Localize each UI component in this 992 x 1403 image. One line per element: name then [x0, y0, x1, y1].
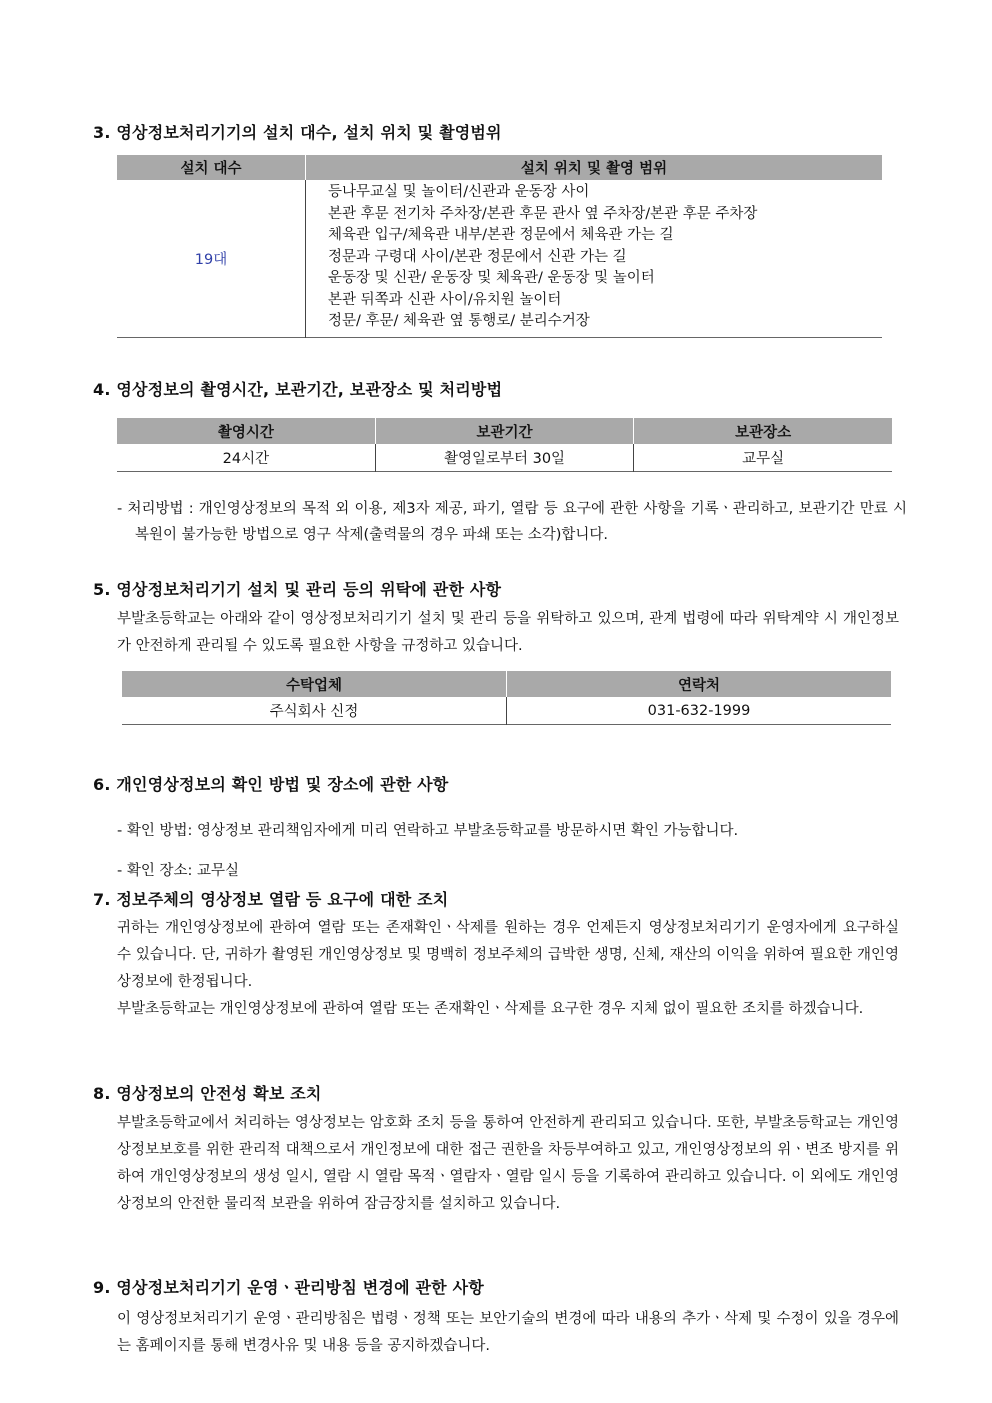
- table-row: [117, 180, 882, 337]
- processing-method-text: - 처리방법 : 개인영상정보의 목적 외 이용, 제3자 제공, 파기, 열람 등 요구에 관한 사항을 기록ㆍ관리하고, 보관기간 만료 시 복원이 불가능한 방법으로 영구 삭제(출력물의 경우 파쇄 또는 소각)합니다.: [117, 500, 907, 543]
- location-line: 본관 후문 전기차 주차장/본관 후문 관사 옆 주차장/본관 후문 주차장: [328, 205, 758, 222]
- section-7-paragraph: [117, 915, 899, 1023]
- section-6-list: [117, 803, 907, 899]
- location-line: 체육관 입구/체육관 내부/본관 정문에서 체육관 가는 길: [328, 227, 674, 243]
- section-3-title: 3. 영상정보처리기기의 설치 대수, 설치 위치 및 촬영범위: [93, 123, 502, 142]
- header-storage-place: 보관장소: [634, 418, 892, 444]
- section-6-title: 6. 개인영상정보의 확인 방법 및 장소에 관한 사항: [93, 775, 449, 794]
- section-9-paragraph: [117, 1306, 899, 1360]
- list-item: - 확인 장소: 교무실: [117, 863, 239, 879]
- retention-table: [117, 418, 892, 472]
- header-recording-time: 촬영시간: [117, 418, 375, 444]
- location-line: 본관 뒤쪽과 신관 사이/유치원 놀이터: [328, 291, 562, 308]
- location-line: 운동장 및 신관/ 운동장 및 체육관/ 운동장 및 놀이터: [328, 270, 655, 286]
- section-8-title: 8. 영상정보의 안전성 확보 조치: [93, 1084, 322, 1103]
- processing-method-note: [117, 481, 907, 562]
- table-row: [117, 444, 892, 472]
- access-request-text: 귀하는 개인영상정보에 관하여 열람 또는 존재확인ㆍ삭제를 원하는 경우 언제든지 영상정보처리기기 운영자에게 요구하실 수 있습니다. 단, 귀하가 촬영된 개인영상정보 및 명백히 정보주체의 급박한 생명, 신체, 재산의 이익을 위하여 필요한 개인영상정보에 한정됩니다.: [117, 920, 899, 990]
- table-header-row: [117, 418, 892, 444]
- table-row: [122, 697, 891, 725]
- retention-period-cell: 촬영일로부터 30일: [375, 444, 633, 472]
- header-install-location: 설치 위치 및 촬영 범위: [306, 155, 883, 180]
- section-4-title: 4. 영상정보의 촬영시간, 보관기간, 보관장소 및 처리방법: [93, 380, 503, 399]
- access-request-action-text: 부발초등학교는 개인영상정보에 관하여 열람 또는 존재확인ㆍ삭제를 요구한 경우 지체 없이 필요한 조치를 하겠습니다.: [117, 1001, 864, 1017]
- location-line: 등나무교실 및 놀이터/신관과 운동장 사이: [328, 184, 590, 200]
- storage-place-cell: 교무실: [742, 451, 785, 467]
- location-line: 정문과 구령대 사이/본관 정문에서 신관 가는 길: [328, 248, 627, 265]
- contractor-phone-cell: 031-632-1999: [647, 702, 751, 719]
- header-contact: 연락처: [507, 671, 892, 697]
- header-contractor: 수탁업체: [122, 671, 507, 697]
- install-table: [117, 155, 882, 338]
- section-5-title: 5. 영상정보처리기기 설치 및 관리 등의 위탁에 관한 사항: [93, 580, 502, 599]
- entrustment-text: 부발초등학교는 아래와 같이 영상정보처리기기 설치 및 관리 등을 위탁하고 있으며, 관계 법령에 따라 위탁계약 시 개인정보가 안전하게 관리될 수 있도록 필요한 사항을 규정하고 있습니다.: [117, 611, 899, 654]
- install-count-cell: 19대: [117, 180, 306, 337]
- contractor-table: [122, 671, 891, 725]
- security-measures-text: 부발초등학교에서 처리하는 영상정보는 암호화 조치 등을 통하여 안전하게 관리되고 있습니다. 또한, 부발초등학교는 개인영상정보보호를 위한 관리적 대책으로서 개인정보에 대한 접근 권한을 차등부여하고 있고, 개인영상정보의 위ㆍ변조 방지를 위하여 개인영상정보의 생성 일시, 열람 시 열람 목적ㆍ열람자ㆍ열람 일시 등을 기록하여 관리하고 있습니다. 이 외에도 개인영상정보의 안전한 물리적 보관을 위하여 잠금장치를 설치하고 있습니다.: [117, 1115, 899, 1212]
- section-9-title: 9. 영상정보처리기기 운영ㆍ관리방침 변경에 관한 사항: [93, 1278, 484, 1297]
- section-5-paragraph: [117, 606, 899, 660]
- policy-change-text: 이 영상정보처리기기 운영ㆍ관리방침은 법령ㆍ정책 또는 보안기술의 변경에 따라 내용의 추가ㆍ삭제 및 수정이 있을 경우에는 홈페이지를 통해 변경사유 및 내용 등을 공지하겠습니다.: [117, 1311, 899, 1354]
- header-install-count: 설치 대수: [117, 155, 306, 180]
- table-header-row: [122, 671, 891, 697]
- install-locations-cell: [306, 180, 883, 337]
- section-7-title: 7. 정보주체의 영상정보 열람 등 요구에 대한 조치: [93, 890, 449, 909]
- header-retention-period: 보관기간: [375, 418, 633, 444]
- recording-time-cell: 24시간: [117, 444, 375, 472]
- location-line: 정문/ 후문/ 체육관 옆 통행로/ 분리수거장: [328, 313, 590, 329]
- table-header-row: [117, 155, 882, 180]
- list-item: - 확인 방법: 영상정보 관리책임자에게 미리 연락하고 부발초등학교를 방문하시면 확인 가능합니다.: [117, 822, 739, 839]
- contractor-name-cell: 주식회사 신정: [122, 697, 507, 725]
- section-8-paragraph: [117, 1110, 899, 1218]
